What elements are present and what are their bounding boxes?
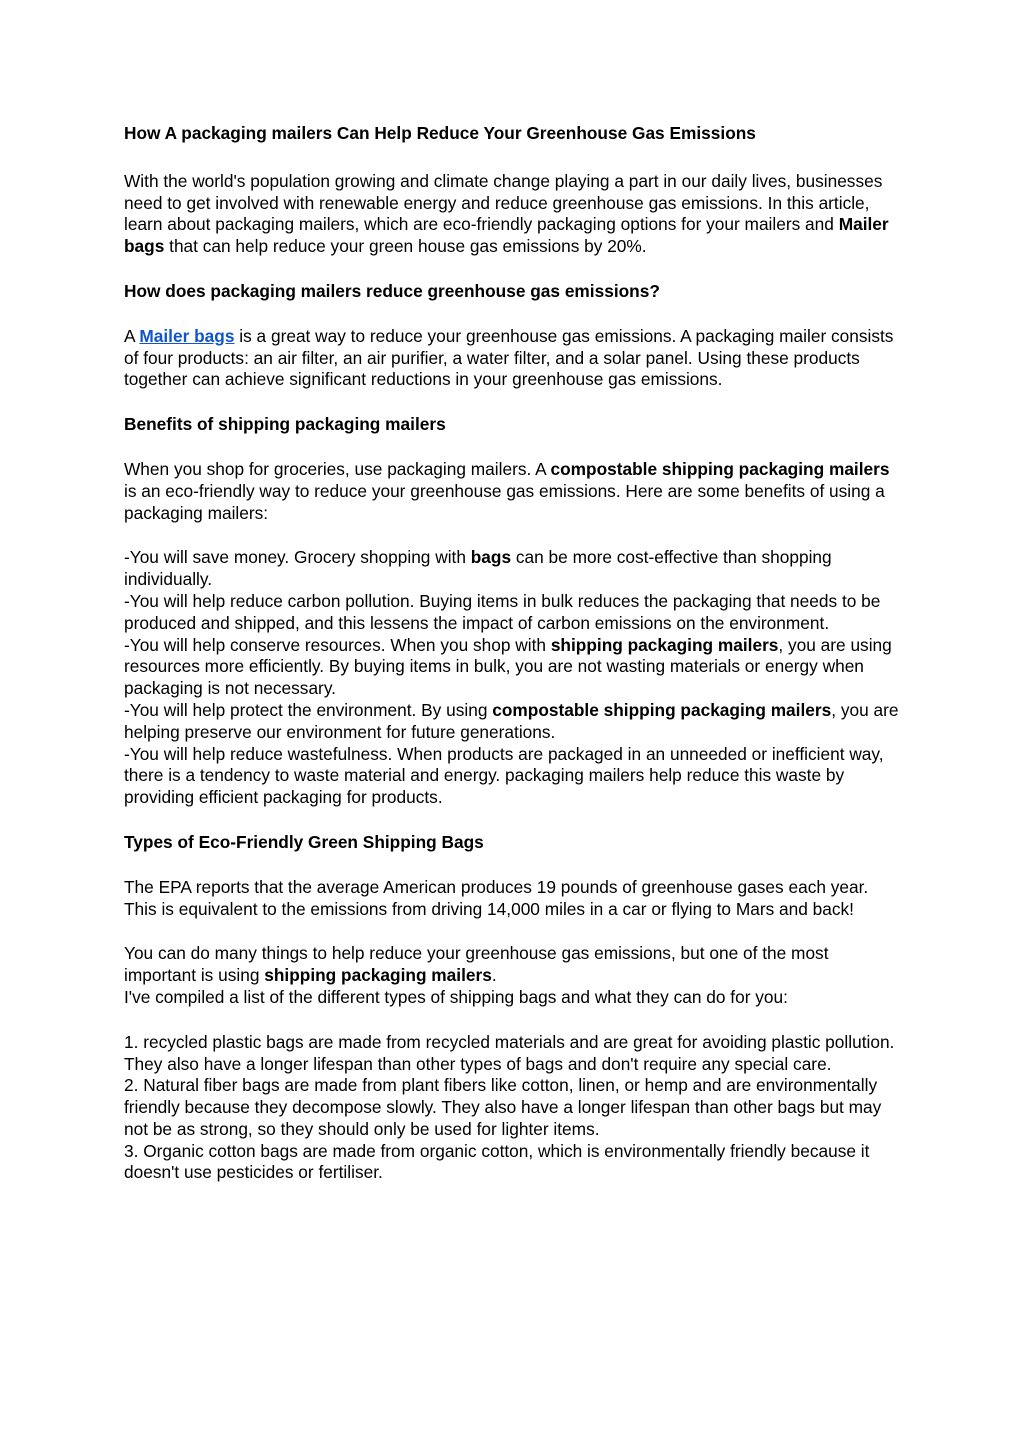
intro-bold-mailer-bags: Mailer bags <box>124 214 889 257</box>
benefit-item <box>124 591 900 635</box>
compiled-line: I've compiled a list of the different types of shipping bags and what they can do for you: <box>124 986 788 1007</box>
heading-types: Types of Eco-Friendly Green Shipping Bags <box>124 831 484 852</box>
benefit-text-1: -You will help reduce wastefulness. When products are packaged in an unneeded or inefficient way, there is a tendency to waste material and energy. packaging mailers help reduce this waste by providing efficient packaging for products. <box>124 743 884 808</box>
benefits-intro-text-1: When you shop for groceries, use packaging mailers. A <box>124 458 551 479</box>
heading-reduce: How does packaging mailers reduce greenhouse gas emissions? <box>124 280 660 301</box>
reduce-text-2: is a great way to reduce your greenhouse gas emissions. A packaging mailer consists of four products: an air filter, an air purifier, a water filter, and a solar panel. Using these products together can achieve significant reductions in your greenhouse gas emissions. <box>124 325 894 390</box>
type-item: 1. recycled plastic bags are made from recycled materials and are great for avoiding plastic pollution. They also have a longer lifespan than other types of bags and don't require any special care. <box>124 1031 895 1074</box>
benefit-text-2: , you are using resources more efficiently. By buying items in bulk, you are not wasting materials or energy when packaging is not necessary. <box>124 634 892 699</box>
types-list <box>124 1032 900 1185</box>
benefits-list <box>124 547 900 809</box>
many-line <box>124 943 900 987</box>
benefits-intro-text-2: is an eco-friendly way to reduce your greenhouse gas emissions. Here are some benefits of using a packaging mailers: <box>124 480 885 523</box>
many-text-2: . <box>491 965 497 986</box>
benefits-intro-bold: compostable shipping packaging mailers <box>550 458 890 479</box>
reduce-paragraph <box>124 326 900 391</box>
benefit-text-1: -You will save money. Grocery shopping with <box>124 547 471 568</box>
benefit-text-1: -You will help conserve resources. When you shop with <box>124 634 551 655</box>
heading-benefits: Benefits of shipping packaging mailers <box>124 414 446 435</box>
mailer-bags-link[interactable]: Mailer bags <box>139 325 235 346</box>
intro-text-2: that can help reduce your green house gas emissions by 20%. <box>164 236 647 257</box>
many-paragraph <box>124 943 900 1008</box>
intro-text-1: With the world's population growing and climate change playing a part in our daily lives, businesses need to get involved with renewable energy and reduce greenhouse gas emissions. In this article, learn about packaging mailers, which are eco-friendly packaging options for your mailers and <box>124 170 883 235</box>
reduce-text-1: A <box>124 325 140 346</box>
benefit-item <box>124 700 900 744</box>
benefit-bold: shipping packaging mailers <box>550 634 779 655</box>
document-page <box>124 123 900 1207</box>
benefit-bold: compostable shipping packaging mailers <box>492 699 832 720</box>
benefit-item <box>124 744 900 809</box>
document-title: How A packaging mailers Can Help Reduce Your Greenhouse Gas Emissions <box>124 123 756 143</box>
many-text-1: You can do many things to help reduce your greenhouse gas emissions, but one of the most important is using <box>124 943 829 986</box>
benefit-text-1: -You will help reduce carbon pollution. Buying items in bulk reduces the packaging that needs to be produced and shipped, and this lessens the impact of carbon emissions on the environment. <box>124 590 881 633</box>
many-bold: shipping packaging mailers <box>264 965 492 986</box>
benefit-text-2: , you are helping preserve our environment for future generations. <box>124 699 899 742</box>
benefit-item <box>124 635 900 700</box>
benefit-text-2: can be more cost-effective than shopping individually. <box>124 547 832 590</box>
benefits-intro-paragraph <box>124 459 900 524</box>
intro-paragraph <box>124 171 900 258</box>
type-item: 3. Organic cotton bags are made from organic cotton, which is environmentally friendly because it doesn't use pesticides or fertiliser. <box>124 1140 870 1183</box>
type-item: 2. Natural fiber bags are made from plant fibers like cotton, linen, or hemp and are environmentally friendly because they decompose slowly. They also have a longer lifespan than other bags but may not be as strong, so they should only be used for lighter items. <box>124 1075 882 1139</box>
benefit-text-1: -You will help protect the environment. By using <box>124 699 493 720</box>
benefit-item <box>124 547 900 591</box>
epa-paragraph: The EPA reports that the average American produces 19 pounds of greenhouse gases each year. This is equivalent to the emissions from driving 14,000 miles in a car or flying to Mars and back! <box>124 876 869 919</box>
benefit-bold: bags <box>470 547 512 568</box>
